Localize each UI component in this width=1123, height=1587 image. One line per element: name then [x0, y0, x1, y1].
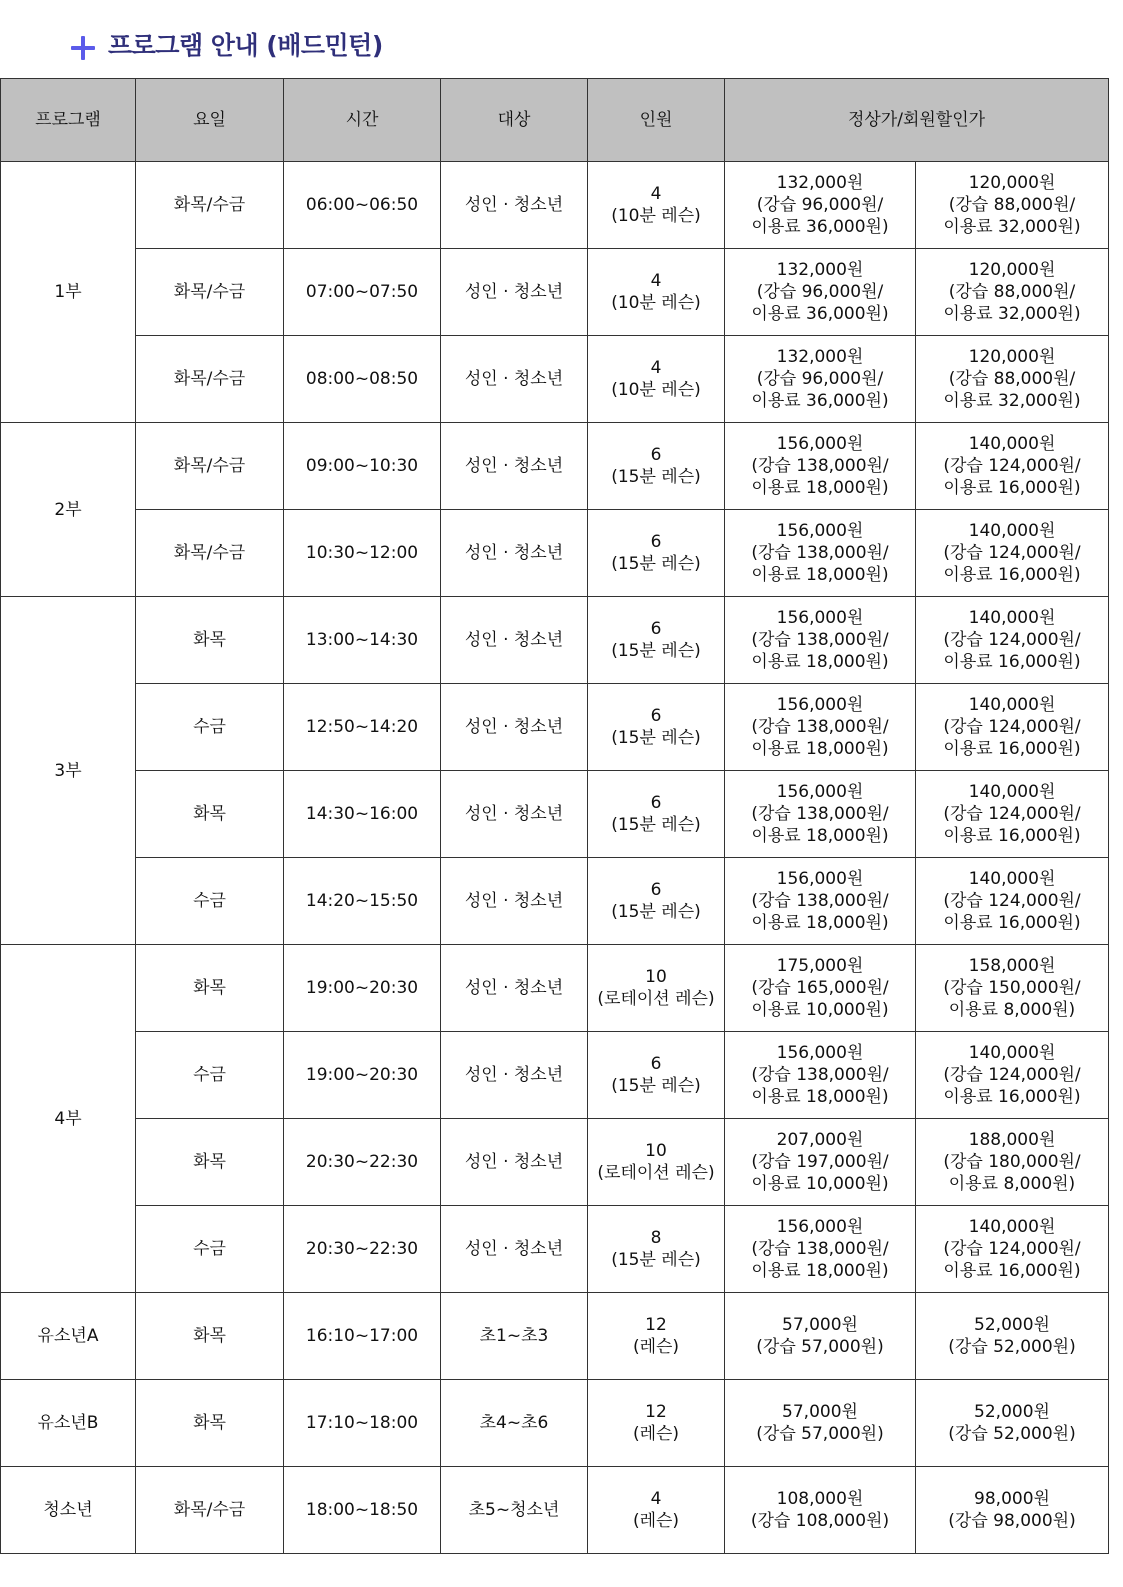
- member-price-lesson: (강습 180,000원/: [943, 1152, 1081, 1172]
- header-capacity: 인원: [588, 79, 725, 162]
- capacity-count: 10: [645, 967, 667, 987]
- regular-price-fee: 이용료 18,000원): [751, 826, 889, 846]
- member-price-fee: 이용료 32,000원): [943, 304, 1081, 324]
- cell-day: 화목: [136, 597, 284, 684]
- cell-day: 화목: [136, 945, 284, 1032]
- cell-program: 2부: [1, 423, 136, 597]
- regular-price-total: 156,000원: [776, 782, 864, 802]
- cell-member-price: [916, 684, 1109, 771]
- cell-capacity: [588, 423, 725, 510]
- cell-target: 성인 · 청소년: [441, 597, 588, 684]
- cell-capacity: [588, 945, 725, 1032]
- capacity-count: 6: [650, 706, 662, 726]
- member-price-total: 140,000원: [968, 1043, 1056, 1063]
- cell-regular-price: [725, 771, 916, 858]
- cell-regular-price: [725, 858, 916, 945]
- cell-day: 화목/수금: [136, 510, 284, 597]
- regular-price-lesson: (강습 138,000원/: [751, 1239, 889, 1259]
- capacity-note: (레슨): [632, 1511, 680, 1531]
- capacity-count: 6: [650, 619, 662, 639]
- cell-target: 성인 · 청소년: [441, 1206, 588, 1293]
- table-row: [1, 1032, 1109, 1119]
- cell-capacity: [588, 1206, 725, 1293]
- cell-capacity: [588, 162, 725, 249]
- member-price-total: 120,000원: [968, 260, 1056, 280]
- regular-price-fee: 이용료 18,000원): [751, 739, 889, 759]
- capacity-count: 10: [645, 1141, 667, 1161]
- cell-day: 화목: [136, 771, 284, 858]
- capacity-note: (15분 레슨): [611, 1250, 701, 1270]
- regular-price-fee: 이용료 18,000원): [751, 913, 889, 933]
- member-price-total: 52,000원: [974, 1315, 1050, 1335]
- cell-member-price: [916, 945, 1109, 1032]
- cell-time: 18:00~18:50: [284, 1467, 441, 1554]
- member-price-lesson: (강습 124,000원/: [943, 717, 1081, 737]
- cell-day: 화목/수금: [136, 249, 284, 336]
- regular-price-lesson: (강습 138,000원/: [751, 543, 889, 563]
- table-row: [1, 684, 1109, 771]
- capacity-count: 4: [650, 358, 662, 378]
- cell-target: 성인 · 청소년: [441, 162, 588, 249]
- table-row: [1, 771, 1109, 858]
- cell-capacity: [588, 1293, 725, 1380]
- cell-program: 청소년: [1, 1467, 136, 1554]
- table-row: [1, 1380, 1109, 1467]
- cell-program: 4부: [1, 945, 136, 1293]
- member-price-fee: 이용료 32,000원): [943, 217, 1081, 237]
- member-price-total: 140,000원: [968, 521, 1056, 541]
- regular-price-fee: 이용료 18,000원): [751, 1261, 889, 1281]
- cell-regular-price: [725, 249, 916, 336]
- cell-time: 20:30~22:30: [284, 1206, 441, 1293]
- table-row: [1, 162, 1109, 249]
- table-row: [1, 1293, 1109, 1380]
- table-row: [1, 1119, 1109, 1206]
- cell-capacity: [588, 1380, 725, 1467]
- cell-time: 17:10~18:00: [284, 1380, 441, 1467]
- cell-day: 수금: [136, 858, 284, 945]
- regular-price-total: 57,000원: [782, 1315, 858, 1335]
- cell-regular-price: [725, 510, 916, 597]
- program-table: [0, 78, 1109, 1554]
- regular-price-fee: 이용료 36,000원): [751, 304, 889, 324]
- table-row: [1, 945, 1109, 1032]
- regular-price-total: 175,000원: [776, 956, 864, 976]
- member-price-fee: 이용료 16,000원): [943, 478, 1081, 498]
- regular-price-total: 207,000원: [776, 1130, 864, 1150]
- regular-price-lesson: (강습 138,000원/: [751, 456, 889, 476]
- member-price-fee: 이용료 16,000원): [943, 565, 1081, 585]
- cell-capacity: [588, 249, 725, 336]
- table-row: [1, 249, 1109, 336]
- cell-regular-price: [725, 945, 916, 1032]
- member-price-fee: 이용료 16,000원): [943, 1261, 1081, 1281]
- regular-price-total: 156,000원: [776, 1217, 864, 1237]
- capacity-count: 4: [650, 271, 662, 291]
- member-price-lesson: (강습 124,000원/: [943, 1065, 1081, 1085]
- member-price-total: 140,000원: [968, 695, 1056, 715]
- capacity-note: (15분 레슨): [611, 728, 701, 748]
- table-row: [1, 510, 1109, 597]
- cell-day: 화목: [136, 1293, 284, 1380]
- header-program: 프로그램: [1, 79, 136, 162]
- member-price-fee: 이용료 16,000원): [943, 652, 1081, 672]
- capacity-note: (레슨): [632, 1424, 680, 1444]
- header-time: 시간: [284, 79, 441, 162]
- table-row: [1, 858, 1109, 945]
- capacity-note: (레슨): [632, 1337, 680, 1357]
- cell-regular-price: [725, 1032, 916, 1119]
- cell-target: 성인 · 청소년: [441, 1032, 588, 1119]
- cell-member-price: [916, 336, 1109, 423]
- cell-target: 초5~청소년: [441, 1467, 588, 1554]
- cell-regular-price: [725, 423, 916, 510]
- capacity-count: 12: [645, 1402, 667, 1422]
- capacity-note: (10분 레슨): [611, 380, 701, 400]
- capacity-count: 4: [650, 184, 662, 204]
- member-price-total: 140,000원: [968, 608, 1056, 628]
- capacity-note: (10분 레슨): [611, 206, 701, 226]
- member-price-total: 52,000원: [974, 1402, 1050, 1422]
- regular-price-fee: 이용료 36,000원): [751, 391, 889, 411]
- regular-price-fee: 이용료 36,000원): [751, 217, 889, 237]
- capacity-count: 8: [650, 1228, 662, 1248]
- capacity-note: (15분 레슨): [611, 815, 701, 835]
- cell-target: 성인 · 청소년: [441, 771, 588, 858]
- regular-price-total: 57,000원: [782, 1402, 858, 1422]
- cell-time: 06:00~06:50: [284, 162, 441, 249]
- cell-day: 수금: [136, 684, 284, 771]
- cell-member-price: [916, 858, 1109, 945]
- regular-price-total: 132,000원: [776, 173, 864, 193]
- cell-capacity: [588, 1119, 725, 1206]
- cell-day: 화목: [136, 1380, 284, 1467]
- member-price-lesson: (강습 52,000원): [948, 1424, 1076, 1444]
- member-price-total: 158,000원: [968, 956, 1056, 976]
- cell-target: 초4~초6: [441, 1380, 588, 1467]
- cell-target: 성인 · 청소년: [441, 510, 588, 597]
- page-title: 프로그램 안내 (배드민턴): [108, 31, 383, 60]
- cell-day: 수금: [136, 1206, 284, 1293]
- member-price-lesson: (강습 88,000원/: [948, 195, 1076, 215]
- cell-day: 화목/수금: [136, 336, 284, 423]
- regular-price-lesson: (강습 57,000원): [756, 1424, 884, 1444]
- table-header-row: [1, 79, 1109, 162]
- cell-program: 유소년B: [1, 1380, 136, 1467]
- regular-price-lesson: (강습 165,000원/: [751, 978, 889, 998]
- cell-day: 화목: [136, 1119, 284, 1206]
- header-day: 요일: [136, 79, 284, 162]
- cell-member-price: [916, 1119, 1109, 1206]
- member-price-lesson: (강습 88,000원/: [948, 282, 1076, 302]
- cell-program: 1부: [1, 162, 136, 423]
- regular-price-lesson: (강습 96,000원/: [756, 195, 884, 215]
- regular-price-lesson: (강습 138,000원/: [751, 717, 889, 737]
- cell-regular-price: [725, 684, 916, 771]
- capacity-count: 12: [645, 1315, 667, 1335]
- regular-price-lesson: (강습 138,000원/: [751, 804, 889, 824]
- cell-day: 화목/수금: [136, 162, 284, 249]
- member-price-fee: 이용료 16,000원): [943, 913, 1081, 933]
- regular-price-lesson: (강습 96,000원/: [756, 282, 884, 302]
- capacity-note: (15분 레슨): [611, 554, 701, 574]
- cell-regular-price: [725, 1119, 916, 1206]
- member-price-fee: 이용료 16,000원): [943, 739, 1081, 759]
- cell-member-price: [916, 1380, 1109, 1467]
- cell-regular-price: [725, 336, 916, 423]
- cell-time: 14:20~15:50: [284, 858, 441, 945]
- cell-program: 유소년A: [1, 1293, 136, 1380]
- member-price-total: 140,000원: [968, 782, 1056, 802]
- cell-regular-price: [725, 1206, 916, 1293]
- capacity-count: 6: [650, 880, 662, 900]
- cell-target: 성인 · 청소년: [441, 945, 588, 1032]
- cell-time: 09:00~10:30: [284, 423, 441, 510]
- member-price-total: 120,000원: [968, 347, 1056, 367]
- cell-member-price: [916, 249, 1109, 336]
- capacity-count: 6: [650, 793, 662, 813]
- cell-program: 3부: [1, 597, 136, 945]
- member-price-lesson: (강습 124,000원/: [943, 891, 1081, 911]
- capacity-note: (15분 레슨): [611, 467, 701, 487]
- regular-price-total: 156,000원: [776, 1043, 864, 1063]
- member-price-lesson: (강습 98,000원): [948, 1511, 1076, 1531]
- cell-time: 10:30~12:00: [284, 510, 441, 597]
- regular-price-total: 108,000원: [776, 1489, 864, 1509]
- member-price-fee: 이용료 8,000원): [948, 1174, 1076, 1194]
- regular-price-total: 156,000원: [776, 695, 864, 715]
- cell-capacity: [588, 1467, 725, 1554]
- capacity-note: (15분 레슨): [611, 902, 701, 922]
- cell-target: 성인 · 청소년: [441, 423, 588, 510]
- cell-capacity: [588, 684, 725, 771]
- table-row: [1, 1206, 1109, 1293]
- cell-target: 성인 · 청소년: [441, 249, 588, 336]
- regular-price-total: 132,000원: [776, 347, 864, 367]
- header-target: 대상: [441, 79, 588, 162]
- cell-member-price: [916, 162, 1109, 249]
- regular-price-lesson: (강습 138,000원/: [751, 1065, 889, 1085]
- member-price-fee: 이용료 16,000원): [943, 1087, 1081, 1107]
- header-price: 정상가/회원할인가: [725, 79, 1109, 162]
- member-price-lesson: (강습 124,000원/: [943, 804, 1081, 824]
- capacity-note: (15분 레슨): [611, 1076, 701, 1096]
- cell-capacity: [588, 510, 725, 597]
- capacity-count: 6: [650, 1054, 662, 1074]
- regular-price-total: 156,000원: [776, 869, 864, 889]
- table-row: [1, 597, 1109, 684]
- regular-price-fee: 이용료 18,000원): [751, 565, 889, 585]
- regular-price-total: 156,000원: [776, 608, 864, 628]
- cell-member-price: [916, 1206, 1109, 1293]
- regular-price-lesson: (강습 138,000원/: [751, 891, 889, 911]
- capacity-note: (로테이션 레슨): [597, 1163, 715, 1183]
- regular-price-lesson: (강습 138,000원/: [751, 630, 889, 650]
- cell-capacity: [588, 858, 725, 945]
- cell-target: 성인 · 청소년: [441, 684, 588, 771]
- member-price-lesson: (강습 124,000원/: [943, 456, 1081, 476]
- member-price-total: 140,000원: [968, 434, 1056, 454]
- plus-icon: [70, 35, 96, 61]
- cell-time: 08:00~08:50: [284, 336, 441, 423]
- cell-capacity: [588, 597, 725, 684]
- cell-target: 성인 · 청소년: [441, 336, 588, 423]
- regular-price-lesson: (강습 108,000원): [750, 1511, 890, 1531]
- regular-price-lesson: (강습 96,000원/: [756, 369, 884, 389]
- capacity-count: 6: [650, 445, 662, 465]
- capacity-count: 6: [650, 532, 662, 552]
- member-price-total: 188,000원: [968, 1130, 1056, 1150]
- cell-time: 20:30~22:30: [284, 1119, 441, 1206]
- member-price-fee: 이용료 32,000원): [943, 391, 1081, 411]
- page-header: [70, 22, 383, 66]
- member-price-lesson: (강습 52,000원): [948, 1337, 1076, 1357]
- cell-regular-price: [725, 1293, 916, 1380]
- cell-day: 화목/수금: [136, 1467, 284, 1554]
- cell-target: 초1~초3: [441, 1293, 588, 1380]
- cell-member-price: [916, 1467, 1109, 1554]
- cell-time: 16:10~17:00: [284, 1293, 441, 1380]
- member-price-lesson: (강습 124,000원/: [943, 630, 1081, 650]
- table-row: [1, 423, 1109, 510]
- member-price-fee: 이용료 8,000원): [948, 1000, 1076, 1020]
- table-row: [1, 336, 1109, 423]
- capacity-note: (10분 레슨): [611, 293, 701, 313]
- cell-capacity: [588, 771, 725, 858]
- cell-capacity: [588, 1032, 725, 1119]
- cell-time: 12:50~14:20: [284, 684, 441, 771]
- capacity-count: 4: [650, 1489, 662, 1509]
- member-price-lesson: (강습 150,000원/: [943, 978, 1081, 998]
- regular-price-fee: 이용료 18,000원): [751, 478, 889, 498]
- member-price-lesson: (강습 124,000원/: [943, 1239, 1081, 1259]
- regular-price-lesson: (강습 197,000원/: [751, 1152, 889, 1172]
- cell-day: 화목/수금: [136, 423, 284, 510]
- capacity-note: (15분 레슨): [611, 641, 701, 661]
- cell-regular-price: [725, 1467, 916, 1554]
- cell-time: 19:00~20:30: [284, 945, 441, 1032]
- cell-time: 14:30~16:00: [284, 771, 441, 858]
- member-price-lesson: (강습 88,000원/: [948, 369, 1076, 389]
- member-price-total: 120,000원: [968, 173, 1056, 193]
- capacity-note: (로테이션 레슨): [597, 989, 715, 1009]
- regular-price-lesson: (강습 57,000원): [756, 1337, 884, 1357]
- cell-member-price: [916, 597, 1109, 684]
- cell-day: 수금: [136, 1032, 284, 1119]
- regular-price-fee: 이용료 18,000원): [751, 1087, 889, 1107]
- cell-regular-price: [725, 162, 916, 249]
- member-price-fee: 이용료 16,000원): [943, 826, 1081, 846]
- cell-regular-price: [725, 597, 916, 684]
- regular-price-fee: 이용료 10,000원): [751, 1174, 889, 1194]
- cell-target: 성인 · 청소년: [441, 1119, 588, 1206]
- regular-price-fee: 이용료 10,000원): [751, 1000, 889, 1020]
- member-price-lesson: (강습 124,000원/: [943, 543, 1081, 563]
- cell-time: 07:00~07:50: [284, 249, 441, 336]
- cell-member-price: [916, 423, 1109, 510]
- regular-price-total: 156,000원: [776, 434, 864, 454]
- cell-member-price: [916, 1293, 1109, 1380]
- regular-price-total: 132,000원: [776, 260, 864, 280]
- table-row: [1, 1467, 1109, 1554]
- cell-capacity: [588, 336, 725, 423]
- member-price-total: 140,000원: [968, 869, 1056, 889]
- cell-member-price: [916, 510, 1109, 597]
- cell-member-price: [916, 1032, 1109, 1119]
- cell-time: 13:00~14:30: [284, 597, 441, 684]
- regular-price-total: 156,000원: [776, 521, 864, 541]
- table-body: [1, 162, 1109, 1554]
- member-price-total: 98,000원: [974, 1489, 1050, 1509]
- cell-target: 성인 · 청소년: [441, 858, 588, 945]
- cell-time: 19:00~20:30: [284, 1032, 441, 1119]
- member-price-total: 140,000원: [968, 1217, 1056, 1237]
- cell-member-price: [916, 771, 1109, 858]
- cell-regular-price: [725, 1380, 916, 1467]
- regular-price-fee: 이용료 18,000원): [751, 652, 889, 672]
